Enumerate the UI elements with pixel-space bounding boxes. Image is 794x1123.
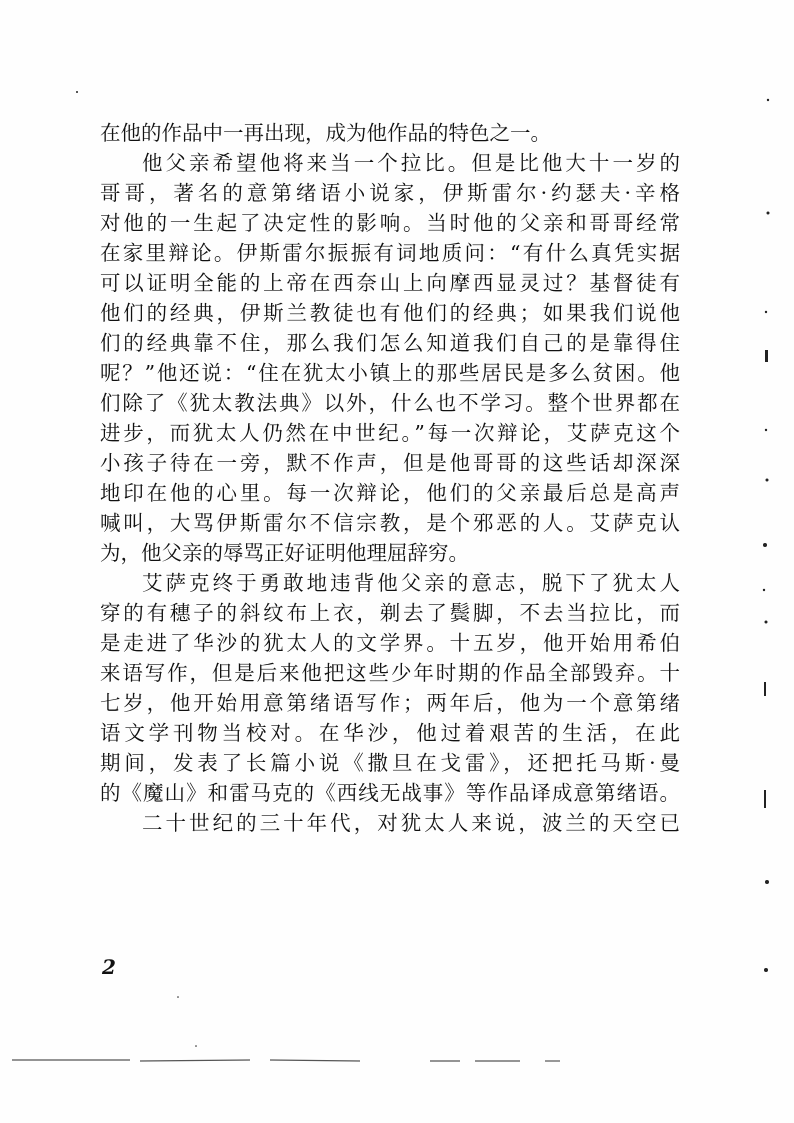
text-line: 的《魔山》和雷马克的《西线无战事》等作品译成意第绪语。 — [100, 781, 680, 805]
text-line: 呢？”他还说：“住在犹太小镇上的那些居民是多么贫困。他 — [100, 361, 680, 385]
text-line: 穿的有穗子的斜纹布上衣，剃去了鬓脚，不去当拉比，而 — [100, 601, 680, 625]
text-line: 们的经典靠不住，那么我们怎么知道我们自己的是靠得住 — [100, 331, 680, 355]
text-line: 他父亲希望他将来当一个拉比。但是比他大十一岁的 — [142, 151, 680, 175]
text-line: 来语写作，但是后来他把这些少年时期的作品全部毁弃。十 — [100, 661, 680, 685]
text-line: 喊叫，大骂伊斯雷尔不信宗教，是个邪恶的人。艾萨克认 — [100, 511, 680, 535]
text-line: 地印在他的心里。每一次辩论，他们的父亲最后总是高声 — [100, 481, 680, 505]
text-line: 期间，发表了长篇小说《撒旦在戈雷》，还把托马斯·曼 — [100, 751, 680, 775]
text-line: 二十世纪的三十年代，对犹太人来说，波兰的天空已 — [142, 811, 680, 835]
body-text — [100, 118, 680, 838]
text-line: 对他的一生起了决定性的影响。当时他的父亲和哥哥经常 — [100, 211, 680, 235]
text-line: 他们的经典，伊斯兰教徒也有他们的经典；如果我们说他 — [100, 301, 680, 325]
text-line: 小孩子待在一旁，默不作声，但是他哥哥的这些话却深深 — [100, 451, 680, 475]
text-line: 在家里辩论。伊斯雷尔振振有词地质问：“有什么真凭实据 — [100, 241, 680, 265]
text-line: 哥哥，著名的意第绪语小说家，伊斯雷尔·约瑟夫·辛格 — [100, 181, 680, 205]
page-number: 2 — [102, 955, 116, 979]
text-line: 七岁，他开始用意第绪语写作；两年后，他为一个意第绪 — [100, 691, 680, 715]
text-line: 是走进了华沙的犹太人的文学界。十五岁，他开始用希伯 — [100, 631, 680, 655]
text-line: 艾萨克终于勇敢地违背他父亲的意志，脱下了犹太人 — [142, 571, 680, 595]
text-line: 语文学刊物当校对。在华沙，他过着艰苦的生活，在此 — [100, 721, 680, 745]
text-line: 为，他父亲的辱骂正好证明他理屈辞穷。 — [100, 541, 469, 565]
text-line: 进步，而犹太人仍然在中世纪。”每一次辩论，艾萨克这个 — [100, 421, 680, 445]
text-line: 可以证明全能的上帝在西奈山上向摩西显灵过？基督徒有 — [100, 271, 680, 295]
text-line: 们除了《犹太教法典》以外，什么也不学习。整个世界都在 — [100, 391, 680, 415]
text-line: 在他的作品中一再出现，成为他作品的特色之一。 — [100, 121, 551, 145]
